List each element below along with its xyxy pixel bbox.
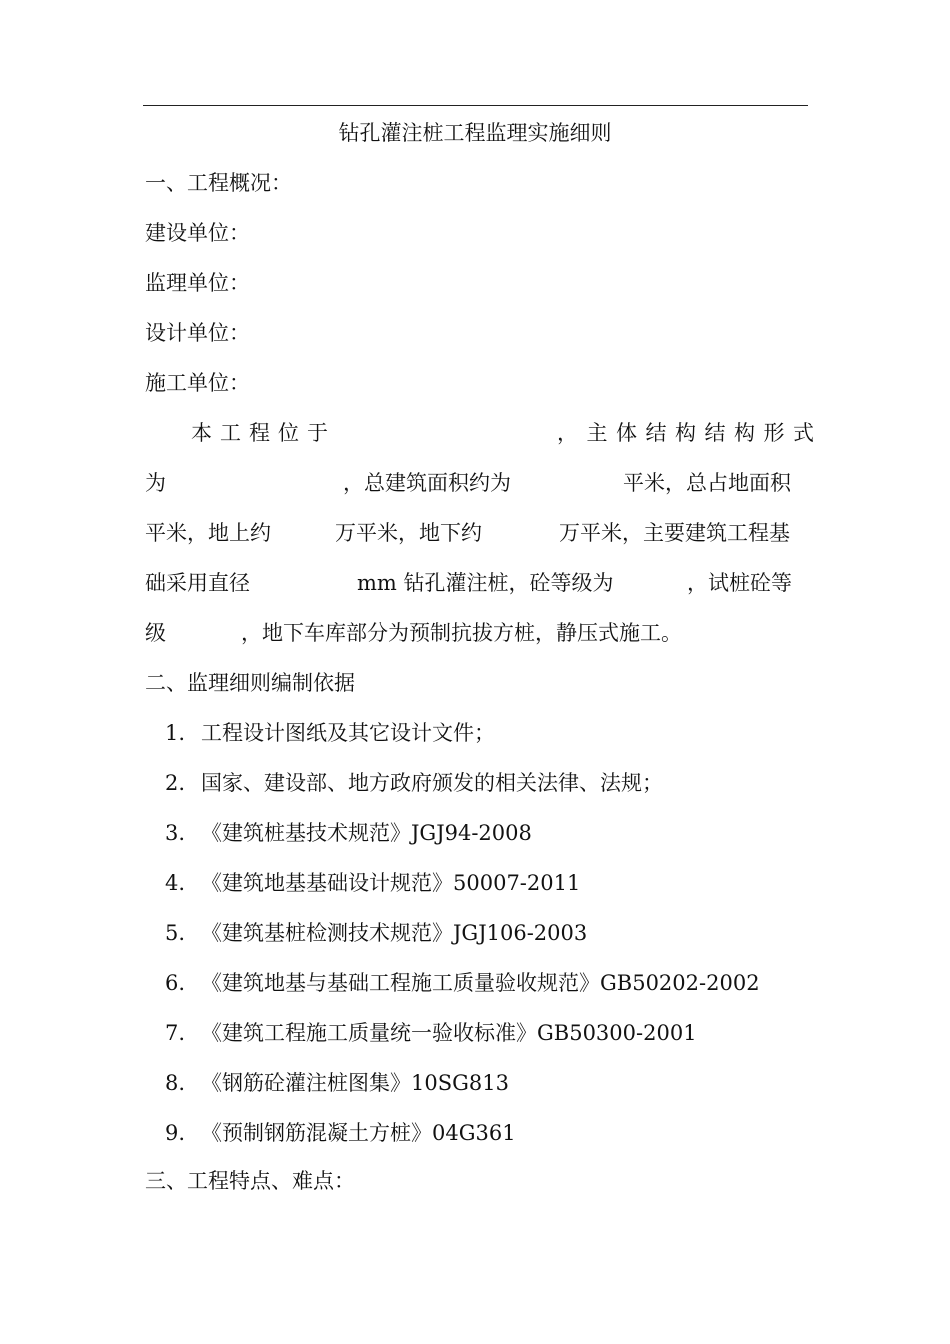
- field-contractor: 施工单位：: [145, 371, 250, 395]
- list-item: [165, 818, 532, 848]
- list-text: 《建筑工程施工质量统一验收标准》GB50300-2001: [201, 1021, 697, 1045]
- field-owner: 建设单位：: [145, 221, 250, 245]
- list-item: [165, 968, 760, 998]
- paragraph-line-2: [145, 468, 807, 498]
- list-text: 工程设计图纸及其它设计文件；: [201, 721, 495, 745]
- list-number: 8.: [165, 1071, 186, 1095]
- list-number: 3.: [165, 821, 186, 845]
- para-text: ，地下车库部分为预制抗拔方桩，静压式施工。: [241, 621, 682, 645]
- list-item: [165, 1068, 509, 1098]
- list-number: 7.: [165, 1021, 186, 1045]
- para-text: 万平米，地下约: [335, 521, 482, 545]
- list-text: 《建筑地基基础设计规范》50007-2011: [201, 871, 581, 895]
- list-item: [165, 868, 580, 898]
- list-number: 9.: [165, 1121, 186, 1145]
- list-text: 《钢筋砼灌注桩图集》10SG813: [201, 1071, 509, 1095]
- paragraph-line-5: [145, 618, 807, 648]
- document-title: 钻孔灌注桩工程监理实施细则: [338, 121, 612, 145]
- list-number: 1.: [165, 721, 186, 745]
- list-number: 6.: [165, 971, 186, 995]
- paragraph-line-1: [145, 418, 823, 448]
- list-item: [165, 1018, 697, 1048]
- list-text: 《建筑基桩检测技术规范》JGJ106-2003: [201, 921, 588, 945]
- header-rule: [143, 105, 808, 106]
- list-text: 《预制钢筋混凝土方桩》04G361: [201, 1121, 516, 1145]
- list-item: [165, 718, 495, 748]
- section-heading-features: 三、工程特点、难点：: [145, 1169, 355, 1193]
- list-number: 2.: [165, 771, 186, 795]
- paragraph-line-3: [145, 518, 807, 548]
- para-text: ，总建筑面积约为: [343, 471, 511, 495]
- paragraph-line-4: [145, 568, 807, 598]
- list-item: [165, 918, 587, 948]
- field-designer: 设计单位：: [145, 321, 250, 345]
- para-text: 为: [145, 471, 166, 495]
- para-text: 平米，地上约: [145, 521, 271, 545]
- field-supervisor: 监理单位：: [145, 271, 250, 295]
- section-heading-overview: 一、工程概况：: [145, 171, 292, 195]
- list-text: 《建筑桩基技术规范》JGJ94-2008: [201, 821, 532, 845]
- para-text: ，试桩砼等: [687, 571, 792, 595]
- list-text: 国家、建设部、地方政府颁发的相关法律、法规；: [201, 771, 663, 795]
- para-text: ，主体结构结构形式: [557, 421, 823, 445]
- para-text: 平米，总占地面积: [623, 471, 791, 495]
- list-number: 4.: [165, 871, 186, 895]
- para-text: 级: [145, 621, 166, 645]
- list-text: 《建筑地基与基础工程施工质量验收规范》GB50202-2002: [201, 971, 760, 995]
- para-text: mm 钻孔灌注桩，砼等级为: [357, 571, 614, 595]
- list-item: [165, 1118, 516, 1148]
- para-text: 万平米，主要建筑工程基: [559, 521, 790, 545]
- list-number: 5.: [165, 921, 186, 945]
- para-text: 础采用直径: [145, 571, 250, 595]
- list-item: [165, 768, 663, 798]
- section-heading-basis: 二、监理细则编制依据: [145, 671, 355, 695]
- para-text: 本工程位于: [191, 421, 336, 445]
